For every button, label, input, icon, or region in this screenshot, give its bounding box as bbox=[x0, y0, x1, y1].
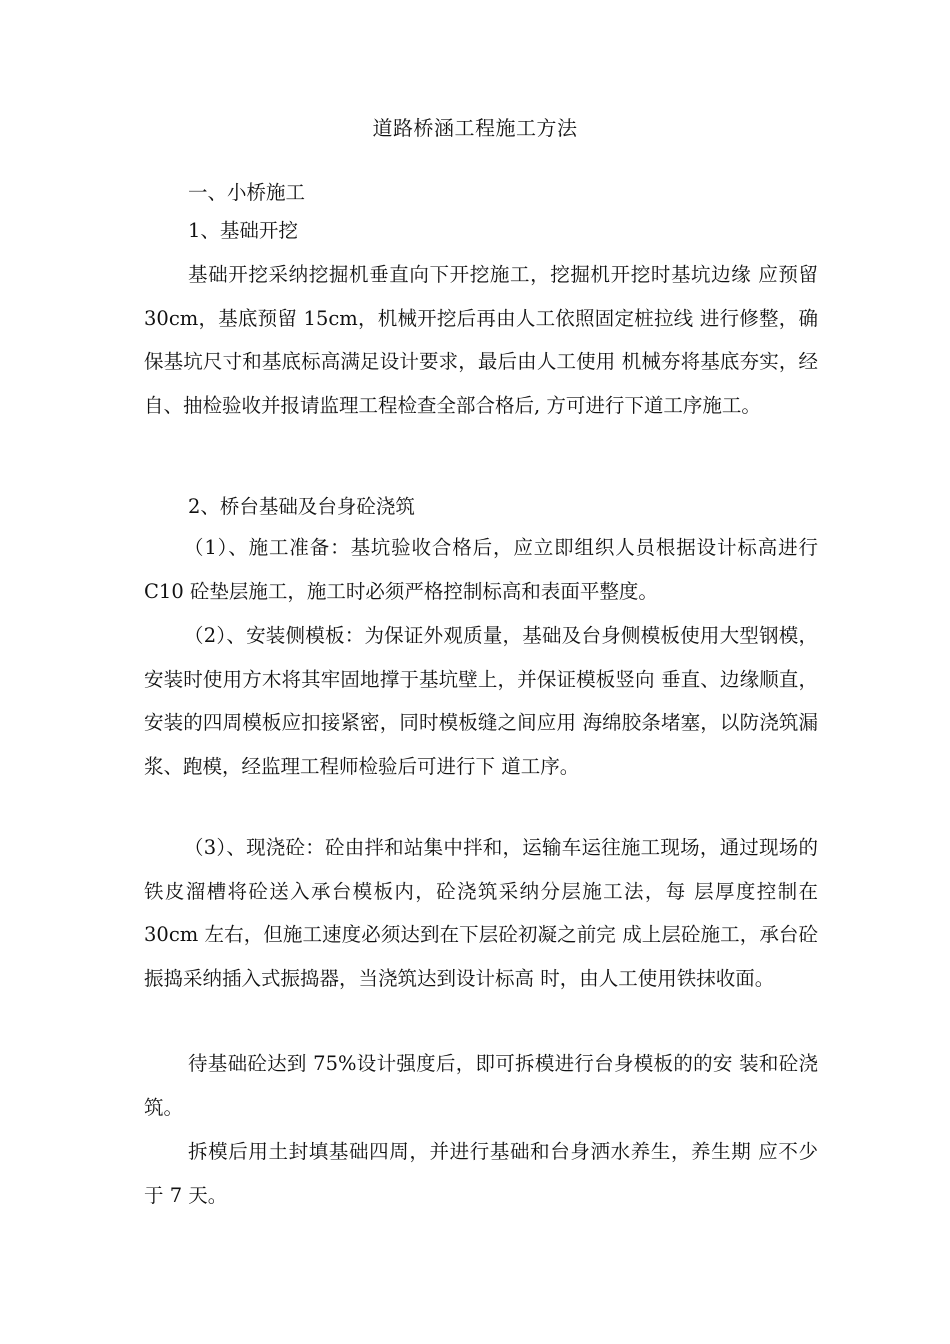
subsection-heading: 2、桥台基础及台身砼浇筑 bbox=[188, 495, 415, 518]
step2-paragraph-block bbox=[144, 614, 818, 788]
paragraph-curing: 拆模后用土封填基础四周，并进行基础和台身洒水养生，养生期 应不少于 7 天。 bbox=[144, 1140, 818, 1207]
curing-paragraph-block bbox=[144, 1130, 818, 1217]
formwork-removal-paragraph-block bbox=[144, 1042, 818, 1129]
subsection-heading: 1、基础开挖 bbox=[188, 219, 298, 242]
paragraph-excavation: 基础开挖采纳挖掘机垂直向下开挖施工，挖掘机开挖时基坑边缘 应预留 30cm，基底预留 15cm，机械开挖后再由人工依照固定桩拉线 进行修整，确保基坑尺寸和基底标高满足设计要求，最后由人工使用 机械夯将基底夯实，经自、抽检验收并报请监理工程检查全部合格后, 方可进行下道工序施工。 bbox=[144, 263, 818, 417]
section-1-heading-block bbox=[144, 178, 818, 208]
paragraph-construction-prep: （1）、施工准备：基坑验收合格后，应立即组织人员根据设计标高进行 C10 砼垫层施工，施工时必须严格控制标高和表面平整度。 bbox=[144, 536, 818, 603]
step3-paragraph-block bbox=[144, 826, 818, 1000]
step1-paragraph-block bbox=[144, 526, 818, 613]
paragraph-install-formwork: （2）、安装侧模板：为保证外观质量，基础及台身侧模板使用大型钢模，安装时使用方木将其牢固地撑于基坑壁上，并保证模板竖向 垂直、边缘顺直，安装的四周模板应扣接紧密，同时模板缝之间应用 海绵胶条堵塞，以防浇筑漏浆、跑模，经监理工程师检验后可进行下 道工序。 bbox=[144, 624, 818, 778]
document-title: 道路桥涵工程施工方法 bbox=[372, 116, 578, 140]
subsection-2-heading-block bbox=[144, 492, 818, 522]
paragraph-formwork-removal: 待基础砼达到 75%设计强度后，即可拆模进行台身模板的的安 装和砼浇筑。 bbox=[144, 1052, 818, 1119]
excavation-paragraph-block bbox=[144, 253, 818, 427]
section-heading: 一、小桥施工 bbox=[188, 181, 306, 204]
subsection-1-heading-block bbox=[144, 216, 818, 246]
paragraph-cast-concrete: （3）、现浇砼：砼由拌和站集中拌和，运输车运往施工现场，通过现场的铁皮溜槽将砼送入承台模板内，砼浇筑采纳分层施工法，每 层厚度控制在 30cm 左右，但施工速度必须达到在下层砼初凝之前完 成上层砼施工，承台砼振捣采纳插入式振捣器，当浇筑达到设计标高 时，由人工使用铁抹收面。 bbox=[144, 836, 818, 990]
